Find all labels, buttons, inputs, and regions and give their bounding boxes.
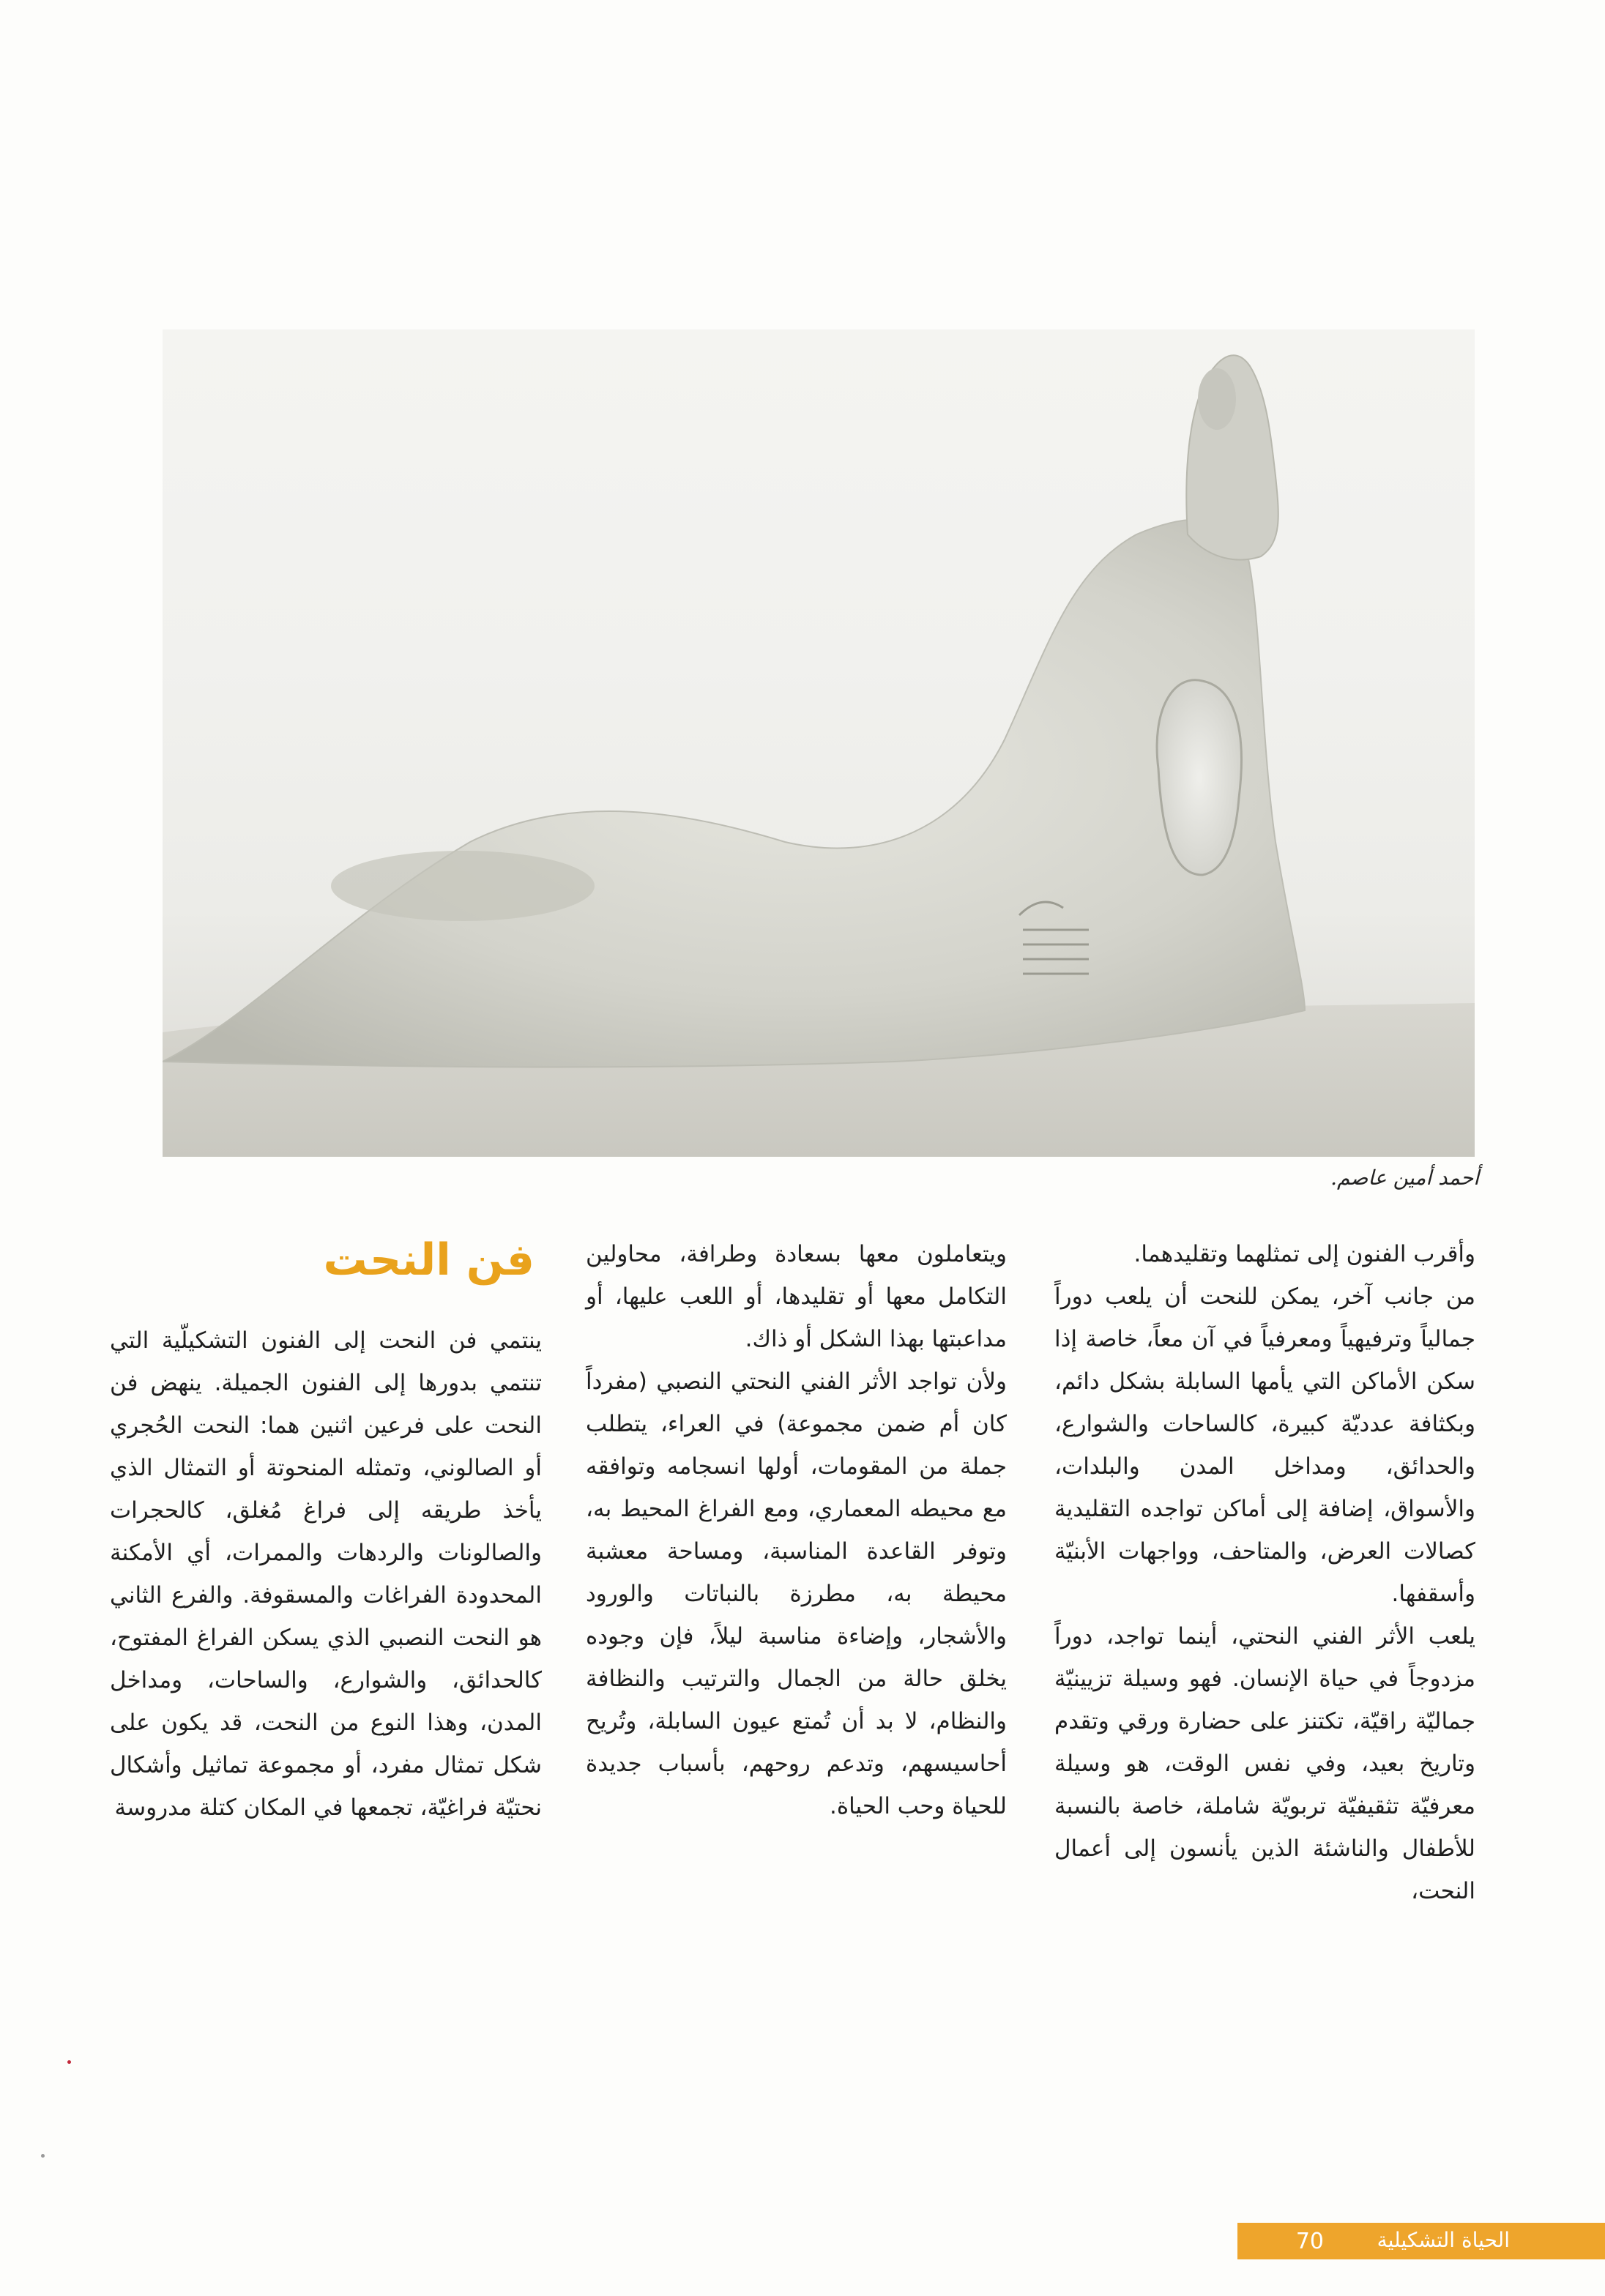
page-number: 70: [1295, 2228, 1324, 2254]
sculpture-photo: [163, 329, 1475, 1157]
paragraph: من جانب آخر، يمكن للنحت أن يلعب دوراً جمالياً وترفيهياً ومعرفياً في آن معاً، خاصة إذا سكن الأماكن التي يأمها السابلة بشكل دائم، وبكثافة عدديّة كبيرة، كالساحات والشوارع، والحدائق، ومداخل المدن والبلدات، والأسواق، إضافة إلى أماكن تواجده التقليدية كصالات العرض، والمتاحف، وواجهات الأبنيّة وأسقفها.: [1054, 1283, 1475, 1607]
print-speck: [41, 2154, 45, 2158]
paragraph: ينتمي فن النحت إلى الفنون التشكيلّية التي تنتمي بدورها إلى الفنون الجميلة. ينهض فن النحت على فرعين اثنين هما: النحت الحُجري أو الصالوني، وتمثله المنحوتة أو التمثال الذي يأخذ طريقه إلى فراغ مُغلق، كالحجرات والصالونات والردهات والممرات، أي الأمكنة المحدودة الفراغات والمسقوفة. والفرع الثاني هو النحت النصبي الذي يسكن الفراغ المفتوح، كالحدائق، والشوارع، والساحات، ومداخل المدن، وهذا النوع من النحت، قد يكون على شكل تمثال مفرد، أو مجموعة تماثيل وأشكال نحتيّة فراغيّة، تجمعها في المكان كتلة مدروسة: [110, 1327, 542, 1821]
text-column-middle: [586, 1233, 1007, 1827]
photo-caption: أحمد أمين عاصم.: [1330, 1166, 1479, 1190]
paragraph: وأقرب الفنون إلى تمثلهما وتقليدهما.: [1133, 1241, 1475, 1267]
footer-bar: [1237, 2223, 1605, 2259]
text-column-right: [1054, 1233, 1475, 1912]
magazine-name: الحياة التشكيلية: [1377, 2228, 1510, 2252]
text-column-left: [110, 1319, 542, 1829]
print-speck: [67, 2060, 71, 2064]
paragraph: ولأن تواجد الأثر الفني النحتي النصبي (مفرداً كان أم ضمن مجموعة) في العراء، يتطلب جملة من المقومات، أولها انسجامه وتوافقه مع محيطه المعماري، ومع الفراغ المحيط به، وتوفر القاعدة المناسبة، ومساحة معشبة محيطة به، مطرزة بالنباتات والورود والأشجار، وإضاءة مناسبة ليلاً، فإن وجوده يخلق حالة من الجمال والترتيب والنظافة والنظام، لا بد أن تُمتع عيون السابلة، وتُريح أحاسيسهم، وتدعم روحهم، بأسباب جديدة للحياة وحب الحياة.: [586, 1368, 1007, 1819]
sculpture-illustration: [163, 329, 1475, 1157]
paragraph: يلعب الأثر الفني النحتي، أينما تواجد، دوراً مزدوجاً في حياة الإنسان. فهو وسيلة تزيينيّة جماليّة راقيّة، تكتنز على حضارة ورقي وتقدم وتاريخ بعيد، وفي نفس الوقت، هو وسيلة معرفيّة تثقيفيّة تربويّة شاملة، خاصة بالنسبة للأطفال والناشئة الذين يأنسون إلى أعمال النحت،: [1054, 1623, 1475, 1904]
section-title: فن النحت: [323, 1234, 535, 1286]
paragraph: ويتعاملون معها بسعادة وطرافة، محاولين التكامل معها أو تقليدها، أو اللعب عليها، أو مداعبتها بهذا الشكل أو ذاك.: [586, 1241, 1007, 1352]
